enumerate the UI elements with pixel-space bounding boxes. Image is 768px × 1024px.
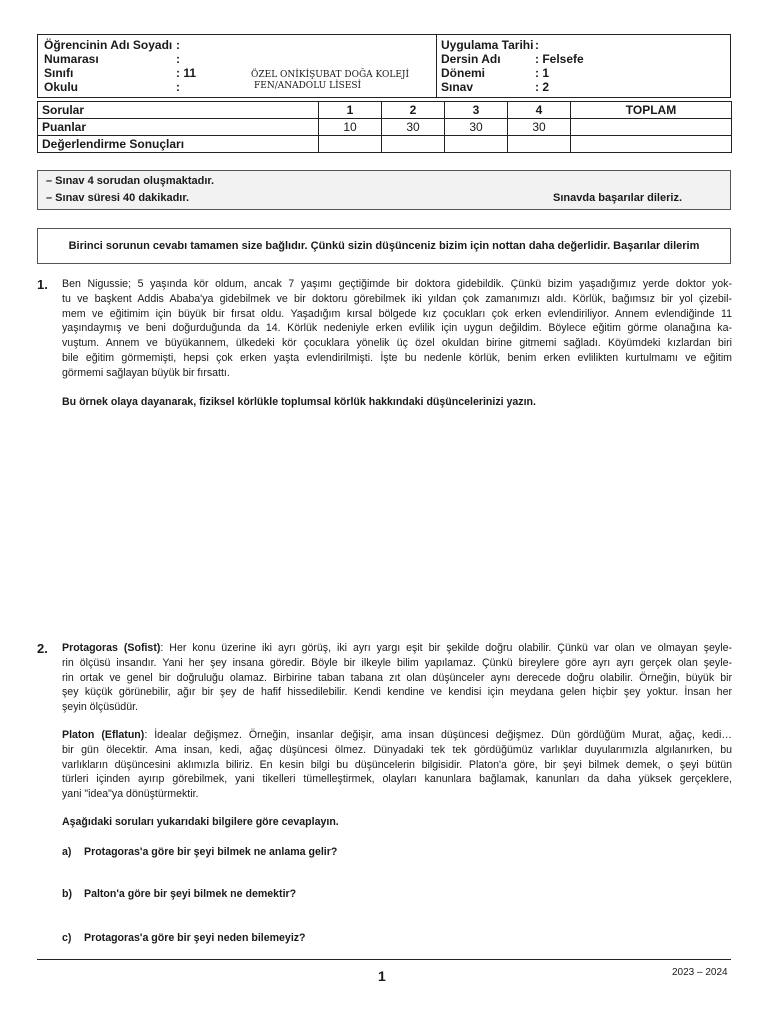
course-value: : Felsefe bbox=[535, 52, 584, 66]
question-1-line: görmemi sağlayan büyük bir fırsattı. bbox=[62, 366, 230, 379]
question-1-points: 10 bbox=[319, 119, 382, 136]
protagoras-line bbox=[62, 641, 732, 656]
points-row bbox=[38, 119, 732, 136]
question-3-points: 30 bbox=[445, 119, 508, 136]
exam-date-label: Uygulama Tarihi bbox=[441, 38, 534, 52]
protagoras-line: rin ortak ve genel bir doğruluğu olamaz. Birbirine taban tabana zıt olan düşünceler aynı derecede doğru olabilir. Örneğin, büyük bir bbox=[62, 671, 732, 684]
class-value: : 11 bbox=[176, 66, 197, 80]
protagoras-line-text: : Her konu üzerine iki ayrı görüş, iki ayrı yargı eşit bir şekilde doğru olabilir. Çünkü var olan ve olmayan şeyle- bbox=[160, 642, 732, 654]
school-name-line2: FEN/ANADOLU LİSESİ bbox=[254, 81, 362, 91]
question-1-result bbox=[319, 136, 382, 153]
question-2-result bbox=[382, 136, 445, 153]
question-1-line: tu ve başkent Addis Ababa'ya gidebilmek ve bir doktoru görebilmek iki yıldan çok zamanımızı aldı. Körlük, bağımsız bir yol çizebil- bbox=[62, 292, 732, 305]
subquestion-c-text: Protagoras'a göre bir şeyi neden bilemeyiz? bbox=[84, 932, 306, 944]
question-4-result bbox=[508, 136, 571, 153]
platon-line: türleri içinden ayırıp görebilmek, yani tikelleri tümelleştirmek, olayları kanunlara bağlamak, kanunları da daha yüksek gerçeklere, bbox=[62, 773, 732, 786]
protagoras-line: rin ölçüsü insandır. Yani her şey insana göredir. Böyle bir ilkeyle bilim yapılamaz. Çünkü bireylere göre ayrı ayrı gerçek olan şeyle- bbox=[62, 656, 732, 669]
good-luck-text: Sınavda başarılar dileriz. bbox=[553, 192, 683, 204]
platon-line: bir gün ölecektir. Ama insan, kedi, ağaç düşüncesi ölmez. Dünyadaki tek tek gördüğümüz varlıklar duyularımızla algılanırken, bu bbox=[62, 743, 732, 756]
platon-heading: Platon (Eflatun) bbox=[62, 729, 145, 741]
total-points-cell bbox=[571, 119, 732, 136]
protagoras-line: şeyin ölçüsüdür. bbox=[62, 701, 138, 714]
question-1-number: 1. bbox=[37, 277, 48, 292]
subquestion-a-text: Protagoras'a göre bir şeyi bilmek ne anlama gelir? bbox=[84, 846, 338, 858]
question-2-number: 2. bbox=[37, 641, 48, 656]
platon-line bbox=[62, 728, 732, 743]
question-2-instruction: Aşağıdaki soruları yukarıdaki bilgilere göre cevaplayın. bbox=[62, 816, 339, 828]
term-label: Dönemi bbox=[441, 66, 486, 80]
question-3-result bbox=[445, 136, 508, 153]
student-info-box bbox=[37, 34, 731, 98]
question-1-line: bile eğitim görmemişti, hepsi çok erken yaşta evlendirilmişti. İşte bu nedenle körlük, benim erken evlilikten kurtulmamı ve eğitim bbox=[62, 351, 732, 364]
academic-year: 2023 – 2024 bbox=[672, 967, 728, 978]
exam-label: Sınav bbox=[441, 80, 474, 94]
subquestion-b-text: Palton'a göre bir şeyi bilmek ne demektir? bbox=[84, 888, 297, 900]
platon-line: yani "idea"ya dönüştürmektir. bbox=[62, 788, 199, 801]
question-4-points: 30 bbox=[508, 119, 571, 136]
protagoras-paragraph bbox=[62, 641, 732, 715]
note-box: Birinci sorunun cevabı tamamen size bağlıdır. Çünkü sizin düşünceniz bizim için nottan daha değerlidir. Başarılar dilerim bbox=[37, 228, 731, 264]
exam-info-box bbox=[37, 170, 731, 210]
subquestion-a-letter: a) bbox=[62, 846, 72, 858]
question-1-prompt: Bu örnek olaya dayanarak, fiziksel körlükle toplumsal körlük hakkındaki düşüncelerinizi yazın. bbox=[62, 396, 536, 408]
exam-question-count: – Sınav 4 sorudan oluşmaktadır. bbox=[46, 175, 215, 187]
exam-value: : 2 bbox=[535, 80, 550, 94]
results-row-label: Değerlendirme Sonuçları bbox=[38, 136, 319, 153]
course-label: Dersin Adı bbox=[441, 52, 501, 66]
total-result bbox=[571, 136, 732, 153]
student-number-value: : bbox=[176, 52, 180, 66]
exam-date-value: : bbox=[535, 38, 539, 52]
question-1-text bbox=[62, 277, 732, 381]
subquestion-c-letter: c) bbox=[62, 932, 72, 944]
question-1-line: yaşındaymış ve beni doğurduğunda da 14. Körlük nedeniyle erken evlilik için uygun değildim. Böylece eğitim görme olanağına ka- bbox=[62, 322, 732, 335]
questions-row bbox=[38, 102, 732, 119]
student-name-label: Öğrencinin Adı Soyadı bbox=[44, 38, 173, 52]
school-label: Okulu bbox=[44, 80, 79, 94]
question-1-line: mem ve eğitimim için büyük bir fırsat oldu. Yaşadığım kırsal bölgede kız çocukları çok erken evlendiriliyor. Annem evlendiğinde 11 bbox=[62, 307, 732, 320]
exam-duration: – Sınav süresi 40 dakikadır. bbox=[46, 192, 190, 204]
platon-paragraph bbox=[62, 728, 732, 802]
page-number: 1 bbox=[378, 968, 386, 984]
class-label: Sınıfı bbox=[44, 66, 74, 80]
question-1-line: vuştum. Annem ve büyükannem, ülkedeki kör çocuklara yönelik üç özel okuldan birine gitmemi sağladı. Köyümdeki kızlardan biri bbox=[62, 337, 732, 350]
protagoras-heading: Protagoras (Sofist) bbox=[62, 642, 161, 654]
student-name-value: : bbox=[176, 38, 180, 52]
platon-line: varlıkların düşüncesini aklımızla biliriz. En kesin bilgi bu düşüncelerin bilgisidir. Platon'a göre, bir şeyi bilmek demek, o şeyi bütün bbox=[62, 758, 732, 771]
score-table bbox=[37, 101, 732, 153]
school-value: : bbox=[176, 80, 180, 94]
question-4-header: 4 bbox=[508, 102, 571, 119]
question-2-header: 2 bbox=[382, 102, 445, 119]
question-3-header: 3 bbox=[445, 102, 508, 119]
footer-divider bbox=[37, 959, 731, 960]
points-row-label: Puanlar bbox=[38, 119, 319, 136]
protagoras-line: şey küçük görünebilir, ağır bir şey de hafif hissedilebilir. Kendi kendine ve kendisi için meydana gelen hiçbir şey yoktur. İnsan her bbox=[62, 686, 732, 699]
student-number-label: Numarası bbox=[44, 52, 99, 66]
term-value: : 1 bbox=[535, 66, 550, 80]
platon-line-text: : İdealar değişmez. Örneğin, insanlar değişir, ama insan düşüncesi değişmez. Dün gördüğüm Murat, ağaç, kedi… bbox=[144, 729, 732, 741]
question-1-line: Ben Nigussie; 5 yaşında kör oldum, ancak 7 yaşımı geçtiğimde bir doktora gidebildik. Çünkü bizim yaşadığımız yerde doktor yok- bbox=[62, 278, 732, 290]
question-2-points: 30 bbox=[382, 119, 445, 136]
header-divider bbox=[436, 35, 437, 97]
results-row bbox=[38, 136, 732, 153]
question-1-header: 1 bbox=[319, 102, 382, 119]
questions-row-label: Sorular bbox=[38, 102, 319, 119]
school-name-line1: ÖZEL ONİKİŞUBAT DOĞA KOLEJİ bbox=[251, 70, 410, 80]
subquestion-b-letter: b) bbox=[62, 888, 72, 900]
total-header: TOPLAM bbox=[571, 102, 732, 119]
